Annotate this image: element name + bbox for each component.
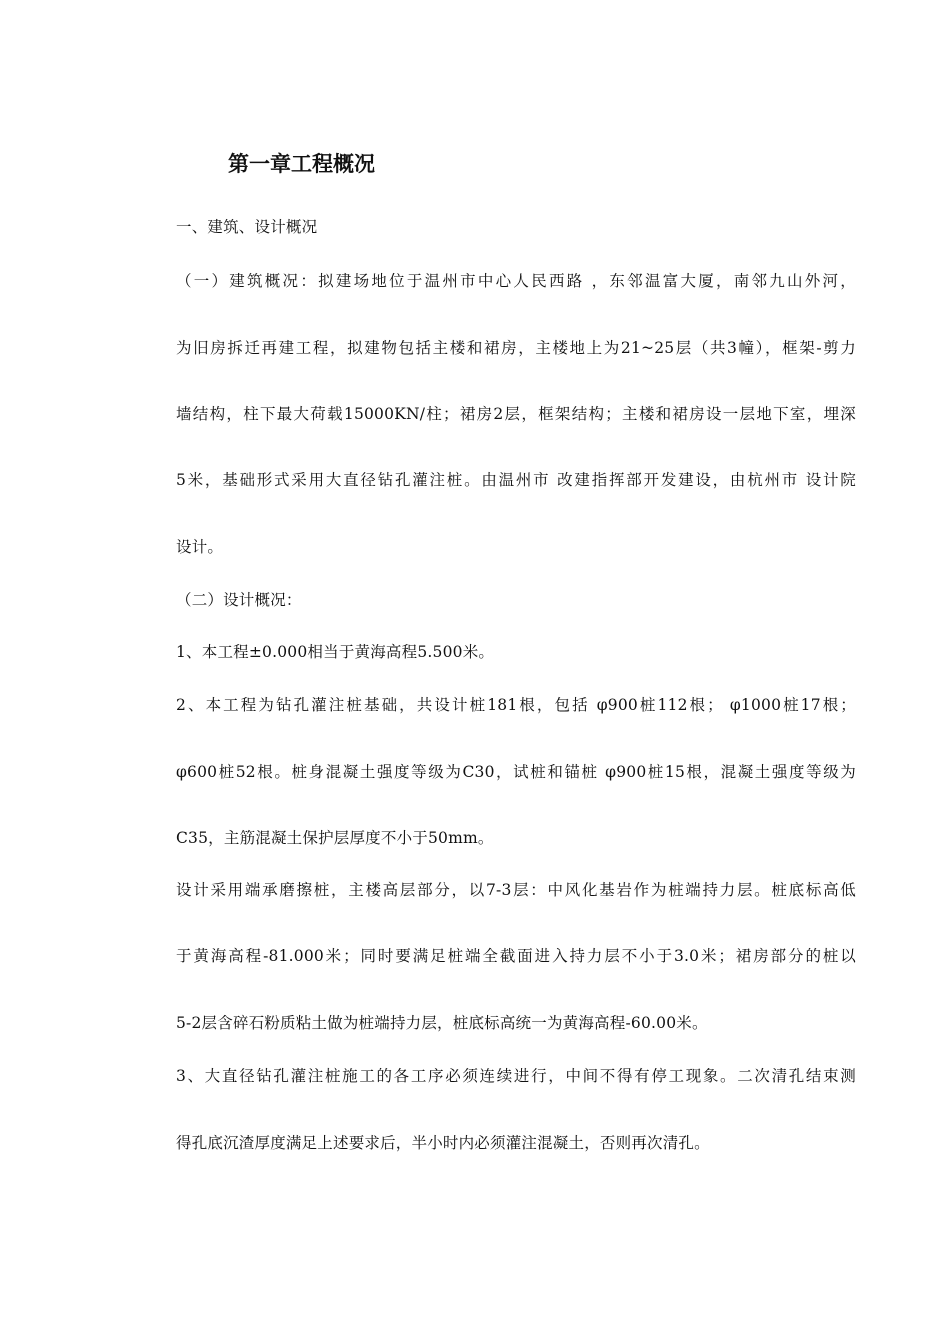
paragraph-line-2: 于黄海高程-81.000米；同时要满足桩端全截面进入持力层不小于3.0米；裙房部分的桩以	[176, 947, 856, 965]
subsection-1-line-3: 墙结构，柱下最大荷载15000KN/柱；裙房2层，框架结构；主楼和裙房设一层地下室，埋深	[176, 405, 856, 423]
subsection-2-heading: （二）设计概况：	[176, 591, 302, 609]
item-2-line-2: φ600桩52根。桩身混凝土强度等级为C30，试桩和锚桩 φ900桩15根，混凝土强度等级为	[176, 763, 856, 781]
item-3-line-2: 得孔底沉渣厚度满足上述要求后，半小时内必须灌注混凝土，否则再次清孔。	[176, 1134, 710, 1152]
item-2-line-3: C35，主筋混凝土保护层厚度不小于50mm。	[176, 829, 494, 847]
chapter-title: 第一章工程概况	[228, 152, 375, 176]
subsection-1-line-2: 为旧房拆迁再建工程，拟建物包括主楼和裙房，主楼地上为21~25层（共3幢），框架-剪力	[176, 339, 856, 357]
subsection-1-line-5: 设计。	[176, 538, 224, 556]
subsection-1-line-4: 5米，基础形式采用大直径钻孔灌注桩。由温州市 改建指挥部开发建设，由杭州市 设计院	[176, 471, 856, 489]
paragraph-line-1: 设计采用端承磨擦桩，主楼高层部分，以7-3层：中风化基岩作为桩端持力层。桩底标高低	[176, 881, 856, 899]
subsection-1-line-1: （一）建筑概况：拟建场地位于温州市中心人民西路 ，东邻温富大厦，南邻九山外河，	[176, 272, 856, 290]
item-2-line-1: 2、本工程为钻孔灌注桩基础，共设计桩181根，包括 φ900桩112根； φ1000桩17根；	[176, 696, 856, 714]
item-1: 1、本工程±0.000相当于黄海高程5.500米。	[176, 643, 495, 661]
section-heading: 一、建筑、设计概况	[176, 218, 318, 236]
item-3-line-1: 3、大直径钻孔灌注桩施工的各工序必须连续进行，中间不得有停工现象。二次清孔结束测	[176, 1067, 856, 1085]
paragraph-line-3: 5-2层含碎石粉质粘土做为桩端持力层，桩底标高统一为黄海高程-60.00米。	[176, 1014, 708, 1032]
